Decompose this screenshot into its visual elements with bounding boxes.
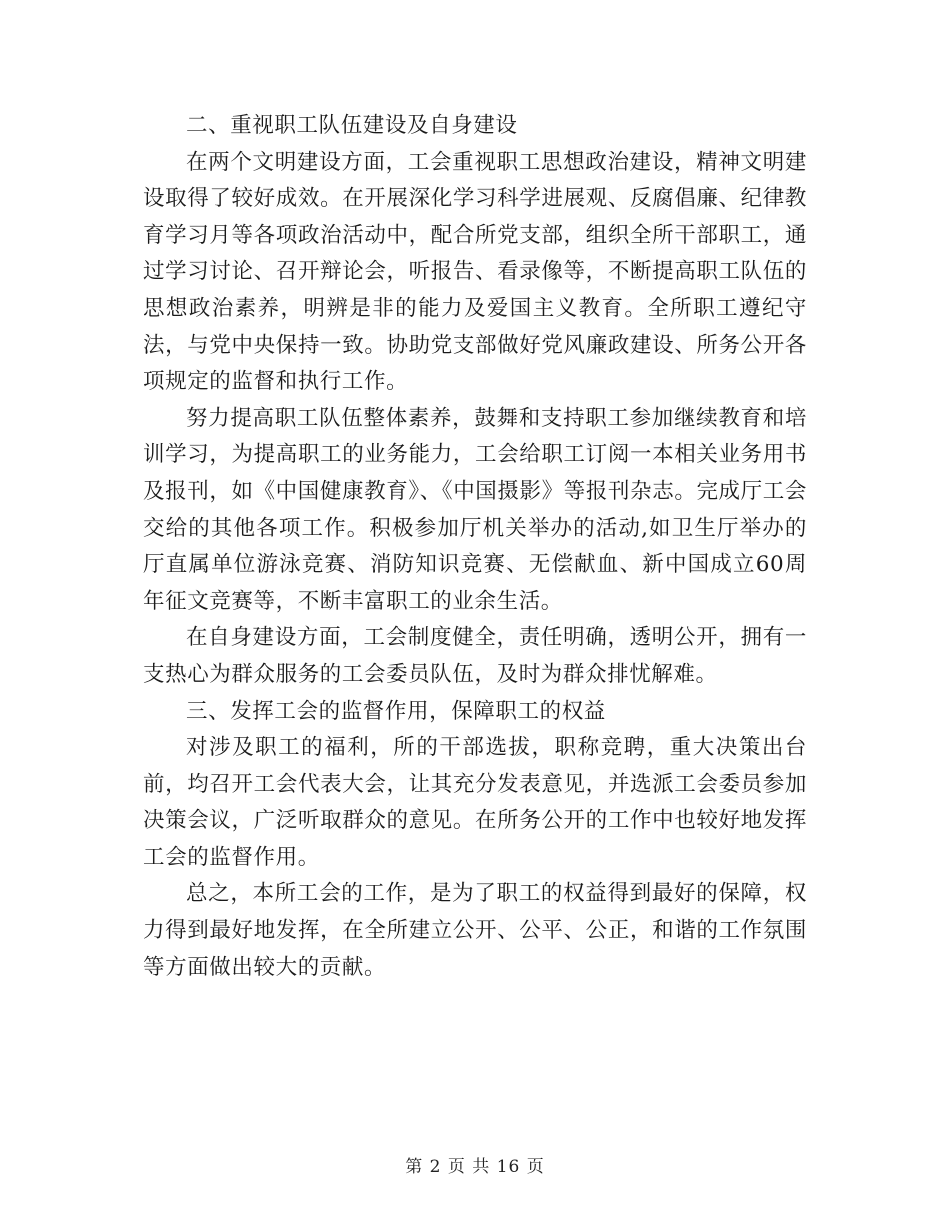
paragraph: 努力提高职工队伍整体素养，鼓舞和支持职工参加继续教育和培训学习，为提高职工的业务能力，工会给职工订阅一本相关业务用书及报刊，如《中国健康教育》、《中国摄影》等报刊杂志。完成厅工会交给的其他各项工作。积极参加厅机关举办的活动,如卫生厅举办的厅直属单位游泳竞赛、消防知识竞赛、无偿献血、新中国成立60周年征文竞赛等，不断丰富职工的业余生活。 [143,405,807,614]
paragraph: 总之，本所工会的工作，是为了职工的权益得到最好的保障，权力得到最好地发挥，在全所建立公开、公平、公正，和谐的工作氛围等方面做出较大的贡献。 [143,881,807,980]
document-body [143,108,807,986]
paragraph: 对涉及职工的福利，所的干部选拔，职称竞聘，重大决策出台前，均召开工会代表大会，让其充分发表意见，并选派工会委员参加决策会议，广泛听取群众的意见。在所务公开的工作中也较好地发挥工会的监督作用。 [143,735,807,870]
section-heading-3: 三、发挥工会的监督作用，保障职工的权益 [186,698,606,724]
page-number-footer: 第 2 页 共 16 页 [405,1157,545,1177]
paragraph: 在自身建设方面，工会制度健全，责任明确，透明公开，拥有一支热心为群众服务的工会委员队伍，及时为群众排忧解难。 [143,625,807,687]
section-heading-2: 二、重视职工队伍建设及自身建设 [186,113,518,138]
paragraph: 在两个文明建设方面，工会重视职工思想政治建设，精神文明建设取得了较好成效。在开展深化学习科学进展观、反腐倡廉、纪律教育学习月等各项政治活动中，配合所党支部，组织全所干部职工，通过学习讨论、召开辩论会，听报告、看录像等，不断提高职工队伍的思想政治素养，明辨是非的能力及爱国主义教育。全所职工遵纪守法，与党中央保持一致。协助党支部做好党风廉政建设、所务公开各项规定的监督和执行工作。 [143,149,807,395]
